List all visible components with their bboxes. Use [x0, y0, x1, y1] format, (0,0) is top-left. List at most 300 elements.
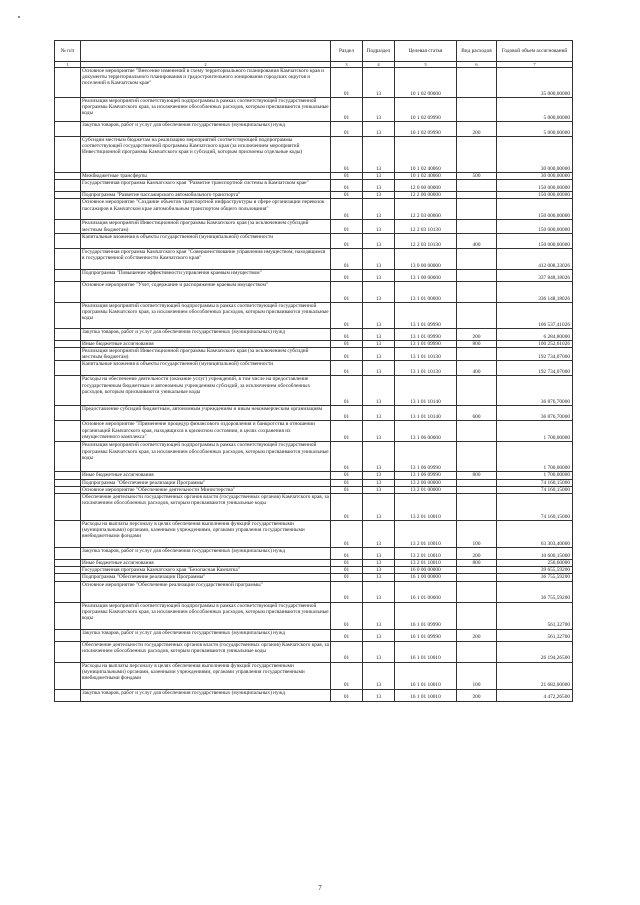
- row-vr: 600: [457, 406, 497, 421]
- row-name: Иные бюджетные ассигнования: [81, 340, 331, 347]
- row-csr: 10 1 02 40060: [395, 137, 457, 173]
- table-row: [55, 328, 573, 340]
- row-number: [55, 442, 81, 472]
- row-razdel: 01: [331, 442, 363, 472]
- row-sum: 336 148,18026: [497, 281, 573, 302]
- row-podrazdel: 13: [363, 340, 395, 347]
- row-name: Реализация мероприятий соответствующей подпрограммы в рамках соответствующей государственной программы Камчатского края, за исключением обособленных расходов, которым присваиваются уникальные коды: [81, 302, 331, 328]
- col-header-num: № п/п: [55, 41, 81, 62]
- row-vr: 200: [457, 328, 497, 340]
- row-podrazdel: 13: [363, 348, 395, 361]
- row-name: Основное мероприятие "Обеспечение реализации государственной программы": [81, 581, 331, 602]
- table-row: [55, 173, 573, 180]
- row-name: Капитальные вложения в объекты государственной (муниципальной) собственности: [81, 361, 331, 376]
- row-number: [55, 199, 81, 220]
- row-razdel: 01: [331, 560, 363, 567]
- row-name: Основное мероприятие "Обеспечение деятельности Министерства": [81, 486, 331, 493]
- row-podrazdel: 13: [363, 521, 395, 548]
- row-csr: 16 0 00 00000: [395, 567, 457, 574]
- row-sum: 36 755,59200: [497, 581, 573, 602]
- row-number: [55, 192, 81, 199]
- row-razdel: 01: [331, 479, 363, 486]
- row-vr: [457, 220, 497, 233]
- row-name: Расходы на выплаты персоналу в целях обеспечения выполнения функций государственными (муниципальными) органами, казенными учреждениями, органами управления государственными внебюджетными фондами: [81, 521, 331, 548]
- row-razdel: 01: [331, 494, 363, 521]
- row-csr: 16 1 01 10010: [395, 641, 457, 662]
- row-sum: 74 160,15000: [497, 486, 573, 493]
- row-csr: 13 1 01 09990: [395, 302, 457, 328]
- row-podrazdel: 13: [363, 574, 395, 581]
- row-sum: 150 000,00000: [497, 180, 573, 192]
- row-csr: 13 2 01 00000: [395, 486, 457, 493]
- row-number: [55, 662, 81, 689]
- row-sum: 36 876,70000: [497, 376, 573, 406]
- row-number: [55, 574, 81, 581]
- row-razdel: 01: [331, 340, 363, 347]
- row-razdel: 01: [331, 361, 363, 376]
- row-number: [55, 269, 81, 281]
- row-name: Расходы на выплаты персоналу в целях обеспечения выполнения функций государственными (муниципальными) органами, казенными учреждениями, органами управления государственными внебюджетными фондами: [81, 662, 331, 689]
- row-name: Реализация мероприятий соответствующей подпрограммы в рамках соответствующей государственной программы Камчатского края, за исключением обособленных расходов, которым присваиваются уникальные коды: [81, 98, 331, 122]
- row-name: Реализация мероприятий соответствующей подпрограммы в рамках соответствующей государственной программы Камчатского края, за исключением обособленных расходов, которым присваиваются уникальные коды: [81, 602, 331, 629]
- col-index: 2: [81, 62, 331, 68]
- row-sum: 30 000,00000: [497, 173, 573, 180]
- row-csr: 16 1 00 00000: [395, 574, 457, 581]
- row-vr: 200: [457, 548, 497, 560]
- row-razdel: 01: [331, 662, 363, 689]
- row-vr: [457, 348, 497, 361]
- row-podrazdel: 13: [363, 406, 395, 421]
- row-number: [55, 641, 81, 662]
- table-row: [55, 137, 573, 173]
- row-podrazdel: 13: [363, 442, 395, 472]
- row-name: Субсидии местным бюджетам на реализацию мероприятий соответствующей подпрограммы соответствующей государственной программы Камчатского края (за исключением мероприятий Инвестиционной программы Камчатского края и субсидий, которым присвоены отдельные коды): [81, 137, 331, 173]
- row-podrazdel: 13: [363, 98, 395, 122]
- row-number: [55, 302, 81, 328]
- row-csr: 16 1 01 10010: [395, 662, 457, 689]
- row-csr: 13 1 00 00000: [395, 269, 457, 281]
- row-sum: 150 000,00000: [497, 220, 573, 233]
- row-csr: 10 1 02 00000: [395, 68, 457, 98]
- table-row: [55, 68, 573, 98]
- row-name: Государственная программа Камчатского края "Безопасная Камчатка": [81, 567, 331, 574]
- row-sum: 4 472,26500: [497, 689, 573, 701]
- table-row: [55, 281, 573, 302]
- row-sum: 100 252,61026: [497, 340, 573, 347]
- row-podrazdel: 13: [363, 173, 395, 180]
- row-name: Подпрограмма "Обеспечение реализации Программы": [81, 479, 331, 486]
- row-csr: 13 2 01 10010: [395, 560, 457, 567]
- row-vr: [457, 479, 497, 486]
- row-sum: 26 194,26500: [497, 641, 573, 662]
- row-vr: [457, 98, 497, 122]
- row-csr: 13 1 06 00000: [395, 421, 457, 442]
- row-number: [55, 548, 81, 560]
- row-podrazdel: 13: [363, 479, 395, 486]
- row-razdel: 01: [331, 567, 363, 574]
- row-number: [55, 122, 81, 137]
- row-razdel: 01: [331, 629, 363, 641]
- col-header-razdel: Раздел: [331, 41, 363, 62]
- table-row: [55, 376, 573, 406]
- row-number: [55, 494, 81, 521]
- table-row: [55, 662, 573, 689]
- row-number: [55, 98, 81, 122]
- row-vr: [457, 421, 497, 442]
- table-row: [55, 602, 573, 629]
- row-razdel: 01: [331, 581, 363, 602]
- row-razdel: 01: [331, 269, 363, 281]
- col-header-sum: Годовой объем ассигнований: [497, 41, 573, 62]
- row-name: Подпрограмма "Повышение эффективности управления краевым имуществом": [81, 269, 331, 281]
- row-number: [55, 173, 81, 180]
- row-podrazdel: 13: [363, 269, 395, 281]
- row-podrazdel: 13: [363, 560, 395, 567]
- row-name: Реализация мероприятий Инвестиционной программы Камчатского края (за исключением субсидий местным бюджетам): [81, 220, 331, 233]
- row-sum: 30 000,00000: [497, 137, 573, 173]
- row-vr: [457, 248, 497, 269]
- row-name: Основное мероприятие "Создание объектов транспортной инфраструктуры в сфере организации перевозок пассажиров в Камчатском крае автомобильным транспортом общего пользования": [81, 199, 331, 220]
- row-vr: [457, 302, 497, 328]
- row-podrazdel: 13: [363, 180, 395, 192]
- table-row: [55, 494, 573, 521]
- row-number: [55, 486, 81, 493]
- row-number: [55, 560, 81, 567]
- row-number: [55, 220, 81, 233]
- table-row: [55, 421, 573, 442]
- row-number: [55, 567, 81, 574]
- table-row: [55, 560, 573, 567]
- row-csr: 10 1 02 09990: [395, 122, 457, 137]
- table-row: [55, 199, 573, 220]
- row-number: [55, 328, 81, 340]
- row-sum: 5 000,00000: [497, 122, 573, 137]
- row-podrazdel: 13: [363, 68, 395, 98]
- row-vr: [457, 494, 497, 521]
- row-vr: [457, 180, 497, 192]
- row-vr: [457, 68, 497, 98]
- row-csr: 13 0 00 00000: [395, 248, 457, 269]
- table-row: [55, 348, 573, 361]
- row-sum: 150 000,00000: [497, 192, 573, 199]
- col-index: 4: [363, 62, 395, 68]
- col-header-podrazdel: Подраздел: [363, 41, 395, 62]
- row-csr: 13 1 06 09990: [395, 442, 457, 472]
- scan-speck: [18, 16, 20, 18]
- row-podrazdel: 13: [363, 220, 395, 233]
- row-number: [55, 472, 81, 479]
- row-csr: 13 1 06 09990: [395, 472, 457, 479]
- row-podrazdel: 13: [363, 281, 395, 302]
- row-sum: 21 682,00000: [497, 662, 573, 689]
- row-csr: 13 1 01 10140: [395, 376, 457, 406]
- row-number: [55, 137, 81, 173]
- row-razdel: 01: [331, 281, 363, 302]
- row-number: [55, 361, 81, 376]
- row-podrazdel: 13: [363, 567, 395, 574]
- row-razdel: 01: [331, 602, 363, 629]
- row-sum: 150 000,00000: [497, 233, 573, 248]
- table-row: [55, 98, 573, 122]
- row-vr: 500: [457, 173, 497, 180]
- row-sum: 106 537,41026: [497, 302, 573, 328]
- row-vr: [457, 199, 497, 220]
- row-number: [55, 348, 81, 361]
- table-row: [55, 629, 573, 641]
- col-header-name: [81, 41, 331, 62]
- row-csr: 13 1 01 09990: [395, 328, 457, 340]
- row-name: Обеспечение деятельности государственных органов власти (государственных органов) Камчатского края, за исключением обособленных расходов, которым присваиваются уникальные коды: [81, 494, 331, 521]
- row-csr: 13 1 01 10140: [395, 406, 457, 421]
- row-name: Закупка товаров, работ и услуг для обеспечения государственных (муниципальных) нужд: [81, 122, 331, 137]
- table-row: [55, 567, 573, 574]
- row-podrazdel: 13: [363, 233, 395, 248]
- row-podrazdel: 13: [363, 472, 395, 479]
- row-csr: 13 2 00 00000: [395, 479, 457, 486]
- row-number: [55, 479, 81, 486]
- row-razdel: 01: [331, 421, 363, 442]
- row-podrazdel: 13: [363, 629, 395, 641]
- row-razdel: 01: [331, 68, 363, 98]
- row-razdel: 01: [331, 376, 363, 406]
- table-row: [55, 574, 573, 581]
- row-vr: 800: [457, 340, 497, 347]
- table-row: [55, 361, 573, 376]
- row-razdel: 01: [331, 302, 363, 328]
- table-row: [55, 581, 573, 602]
- row-sum: 36 755,59200: [497, 574, 573, 581]
- row-podrazdel: 13: [363, 421, 395, 442]
- row-razdel: 01: [331, 548, 363, 560]
- row-sum: 36 876,70000: [497, 406, 573, 421]
- row-name: Государственная программа Камчатского края "Развитие транспортной системы в Камчатском крае": [81, 180, 331, 192]
- row-vr: [457, 486, 497, 493]
- row-vr: [457, 192, 497, 199]
- table-row: [55, 689, 573, 701]
- table-row: [55, 233, 573, 248]
- row-name: Основное мероприятие "Внесение изменений в схему территориального планирования Камчатского края и документы территориального планирования и градостроительного зонирования городских округов и поселений в Камчатском крае": [81, 68, 331, 98]
- row-csr: 12 2 03 10130: [395, 233, 457, 248]
- row-razdel: 01: [331, 173, 363, 180]
- table-row: [55, 248, 573, 269]
- row-name: Закупка товаров, работ и услуг для обеспечения государственных (муниципальных) нужд: [81, 328, 331, 340]
- row-razdel: 01: [331, 98, 363, 122]
- row-vr: 100: [457, 521, 497, 548]
- row-sum: 256,60000: [497, 560, 573, 567]
- table-row: [55, 406, 573, 421]
- row-name: Подпрограмма "Развитие пассажирского автомобильного транспорта": [81, 192, 331, 199]
- row-sum: 39 655,59200: [497, 567, 573, 574]
- row-vr: 400: [457, 233, 497, 248]
- row-name: Обеспечение деятельности государственных органов власти (государственных органов) Камчатского края, за исключением обособленных расходов, которым присваиваются уникальные коды: [81, 641, 331, 662]
- row-razdel: 01: [331, 199, 363, 220]
- row-sum: 192 734,07000: [497, 348, 573, 361]
- table-row: [55, 180, 573, 192]
- row-number: [55, 281, 81, 302]
- row-sum: 35 000,00000: [497, 68, 573, 98]
- col-index: 1: [55, 62, 81, 68]
- row-razdel: 01: [331, 122, 363, 137]
- row-name: Предоставление субсидий бюджетным, автономным учреждениям и иным некоммерческим организациям: [81, 406, 331, 421]
- row-podrazdel: 13: [363, 199, 395, 220]
- row-name: Подпрограмма "Обеспечение реализации Программы": [81, 574, 331, 581]
- col-index: 5: [395, 62, 457, 68]
- row-name: Основное мероприятие "Применение процедур финансового оздоровления и банкротства в отношении организаций Камчатского края, находящихся в кризисном состоянии, в целях сохранения их имущественного комплекса": [81, 421, 331, 442]
- table-row: [55, 486, 573, 493]
- table-row: [55, 122, 573, 137]
- row-number: [55, 180, 81, 192]
- table-row: [55, 192, 573, 199]
- row-podrazdel: 13: [363, 328, 395, 340]
- row-razdel: 01: [331, 472, 363, 479]
- row-vr: [457, 641, 497, 662]
- row-number: [55, 689, 81, 701]
- row-csr: 12 2 00 00000: [395, 192, 457, 199]
- page-number: 7: [318, 884, 322, 892]
- row-podrazdel: 13: [363, 137, 395, 173]
- row-razdel: 01: [331, 248, 363, 269]
- row-number: [55, 406, 81, 421]
- table-row: [55, 302, 573, 328]
- row-sum: 6 284,80000: [497, 328, 573, 340]
- row-sum: 10 600,15000: [497, 548, 573, 560]
- row-vr: 200: [457, 689, 497, 701]
- row-csr: 12 0 00 00000: [395, 180, 457, 192]
- row-vr: [457, 269, 497, 281]
- budget-table: [54, 40, 573, 702]
- row-sum: 561,32700: [497, 602, 573, 629]
- row-podrazdel: 13: [363, 192, 395, 199]
- row-sum: 1 700,00000: [497, 472, 573, 479]
- row-number: [55, 581, 81, 602]
- row-name: Закупка товаров, работ и услуг для обеспечения государственных (муниципальных) нужд: [81, 548, 331, 560]
- row-sum: 192 734,07000: [497, 361, 573, 376]
- row-vr: 200: [457, 122, 497, 137]
- row-vr: [457, 602, 497, 629]
- row-razdel: 01: [331, 328, 363, 340]
- row-vr: [457, 376, 497, 406]
- row-name: Закупка товаров, работ и услуг для обеспечения государственных (муниципальных) нужд: [81, 689, 331, 701]
- row-podrazdel: 13: [363, 376, 395, 406]
- table-row: [55, 340, 573, 347]
- row-podrazdel: 13: [363, 248, 395, 269]
- row-csr: 13 2 01 10010: [395, 494, 457, 521]
- row-csr: 16 1 01 09990: [395, 602, 457, 629]
- row-csr: 13 1 01 09990: [395, 340, 457, 347]
- row-number: [55, 602, 81, 629]
- row-name: Государственная программа Камчатского края "Совершенствование управления имуществом, находящимся в государственной собственности Камчатского края": [81, 248, 331, 269]
- table-row: [55, 220, 573, 233]
- col-index: 3: [331, 62, 363, 68]
- row-name: Основное мероприятие "Учет, содержание и распоряжение краевым имуществом": [81, 281, 331, 302]
- row-razdel: 01: [331, 521, 363, 548]
- row-csr: 16 1 01 09990: [395, 629, 457, 641]
- row-podrazdel: 13: [363, 581, 395, 602]
- row-sum: 1 700,00000: [497, 442, 573, 472]
- row-name: Капитальные вложения в объекты государственной (муниципальной) собственности: [81, 233, 331, 248]
- table-row: [55, 442, 573, 472]
- row-vr: [457, 442, 497, 472]
- row-vr: 200: [457, 629, 497, 641]
- row-sum: 412 008,33026: [497, 248, 573, 269]
- row-razdel: 01: [331, 486, 363, 493]
- row-number: [55, 233, 81, 248]
- row-csr: 10 1 02 09990: [395, 98, 457, 122]
- row-podrazdel: 13: [363, 689, 395, 701]
- row-name: Иные бюджетные ассигнования: [81, 472, 331, 479]
- row-csr: 16 1 01 00000: [395, 581, 457, 602]
- row-csr: 13 1 01 10130: [395, 361, 457, 376]
- table-row: [55, 479, 573, 486]
- row-vr: [457, 137, 497, 173]
- row-podrazdel: 13: [363, 662, 395, 689]
- row-razdel: 01: [331, 689, 363, 701]
- row-number: [55, 376, 81, 406]
- row-number: [55, 248, 81, 269]
- row-vr: 800: [457, 560, 497, 567]
- row-podrazdel: 13: [363, 361, 395, 376]
- row-razdel: 01: [331, 220, 363, 233]
- row-sum: 150 000,00000: [497, 199, 573, 220]
- row-vr: [457, 581, 497, 602]
- row-sum: 1 700,00000: [497, 421, 573, 442]
- table-row: [55, 472, 573, 479]
- row-razdel: 01: [331, 641, 363, 662]
- row-podrazdel: 13: [363, 548, 395, 560]
- row-razdel: 01: [331, 348, 363, 361]
- row-vr: [457, 574, 497, 581]
- row-vr: [457, 567, 497, 574]
- row-name: Межбюджетные трансферты: [81, 173, 331, 180]
- row-podrazdel: 13: [363, 494, 395, 521]
- row-name: Расходы на обеспечение деятельности (оказание услуг) учреждений, в том числе на предоставление государственным бюджетным и автономным учреждениям субсидий, за исключением обособленных расходов, которым присваиваются уникальные коды: [81, 376, 331, 406]
- row-sum: 63 303,40000: [497, 521, 573, 548]
- row-podrazdel: 13: [363, 302, 395, 328]
- row-razdel: 01: [331, 233, 363, 248]
- row-sum: 74 160,15000: [497, 494, 573, 521]
- row-razdel: 01: [331, 192, 363, 199]
- row-vr: 800: [457, 472, 497, 479]
- row-csr: 10 1 02 40060: [395, 173, 457, 180]
- table-row: [55, 521, 573, 548]
- row-razdel: 01: [331, 180, 363, 192]
- row-vr: [457, 281, 497, 302]
- table-row: [55, 269, 573, 281]
- row-number: [55, 521, 81, 548]
- row-sum: 74 160,15000: [497, 479, 573, 486]
- row-number: [55, 421, 81, 442]
- row-vr: 400: [457, 361, 497, 376]
- row-sum: 5 000,00000: [497, 98, 573, 122]
- table-row: [55, 641, 573, 662]
- row-sum: 337 848,18026: [497, 269, 573, 281]
- row-sum: 561,32700: [497, 629, 573, 641]
- row-csr: 13 1 01 00000: [395, 281, 457, 302]
- row-name: Реализация мероприятий Инвестиционной программы Камчатского края (за исключением субсидий местным бюджетам): [81, 348, 331, 361]
- row-csr: 13 1 01 10130: [395, 348, 457, 361]
- row-number: [55, 629, 81, 641]
- row-csr: 12 2 03 00000: [395, 199, 457, 220]
- row-name: Закупка товаров, работ и услуг для обеспечения государственных (муниципальных) нужд: [81, 629, 331, 641]
- table-header-row: [55, 41, 573, 62]
- row-csr: 16 1 01 10010: [395, 689, 457, 701]
- row-podrazdel: 13: [363, 486, 395, 493]
- row-razdel: 01: [331, 574, 363, 581]
- row-name: Реализация мероприятий соответствующей подпрограммы в рамках соответствующей государственной программы Камчатского края, за исключением обособленных расходов, которым присваиваются уникальные коды: [81, 442, 331, 472]
- row-vr: 100: [457, 662, 497, 689]
- row-podrazdel: 13: [363, 641, 395, 662]
- col-index: 7: [497, 62, 573, 68]
